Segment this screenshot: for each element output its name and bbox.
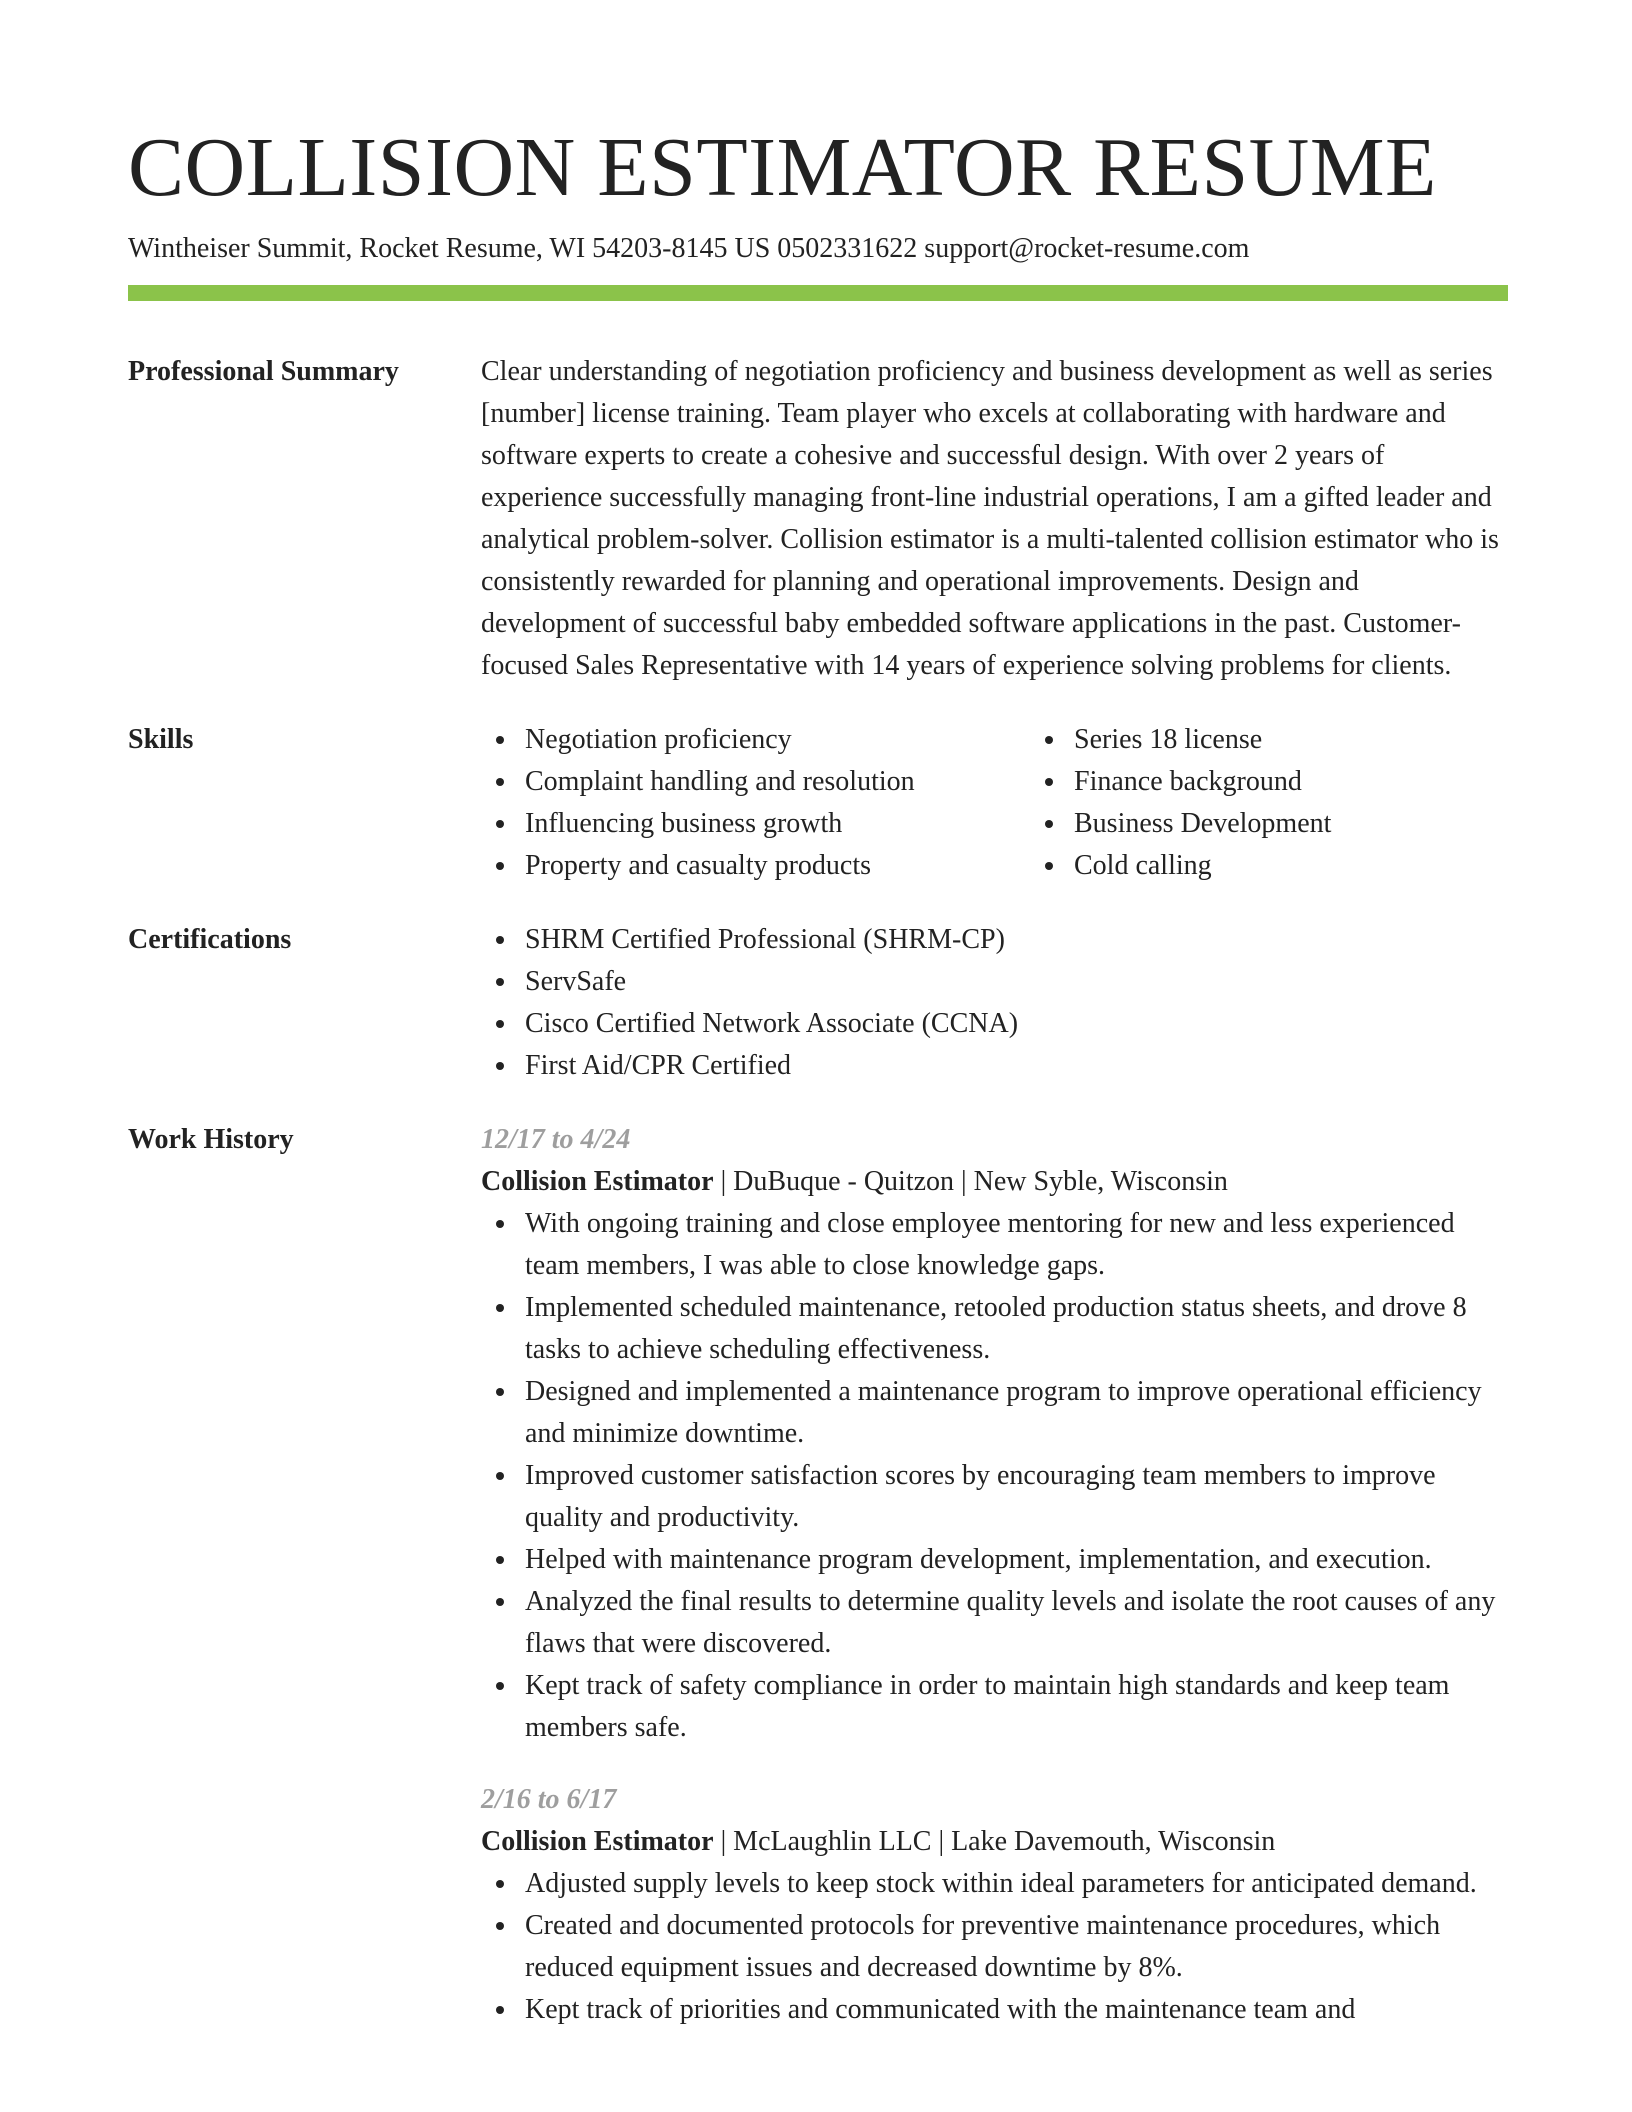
job-bullet: Designed and implemented a maintenance program to improve operational efficiency and minimize downtime. — [525, 1371, 1508, 1455]
section-label-work-history: Work History — [128, 1124, 294, 1155]
job-title: Collision Estimator — [481, 1826, 714, 1857]
skills-column-2 — [1030, 719, 1579, 887]
resume-page — [128, 118, 1508, 2031]
job-bullet: Adjusted supply levels to keep stock within ideal parameters for anticipated demand. — [525, 1863, 1508, 1905]
skill-item: Series 18 license — [1074, 719, 1579, 761]
skill-item: Business Development — [1074, 803, 1579, 845]
job-dates: 12/17 to 4/24 — [481, 1124, 631, 1155]
job-location: New Syble, Wisconsin — [973, 1166, 1228, 1197]
separator: | — [961, 1166, 967, 1197]
certifications-section — [128, 919, 1508, 1087]
job-company: McLaughlin LLC — [733, 1826, 932, 1857]
job-dates: 2/16 to 6/17 — [481, 1784, 617, 1815]
job-title: Collision Estimator — [481, 1166, 714, 1197]
job-bullet: Kept track of safety compliance in order to maintain high standards and keep team members safe. — [525, 1665, 1508, 1749]
job-bullet: With ongoing training and close employee mentoring for new and less experienced team members, I was able to close knowledge gaps. — [525, 1203, 1508, 1287]
skill-item: Negotiation proficiency — [525, 719, 1030, 761]
work-history-body — [481, 1119, 1508, 2031]
job-heading — [481, 1161, 1508, 1203]
skills-section — [128, 719, 1508, 887]
skill-item: Influencing business growth — [525, 803, 1030, 845]
work-history-section — [128, 1119, 1508, 2031]
job-bullet: Implemented scheduled maintenance, retooled production status sheets, and drove 8 tasks to achieve scheduling effectiveness. — [525, 1287, 1508, 1371]
job-bullet: Helped with maintenance program development, implementation, and execution. — [525, 1539, 1508, 1581]
separator: | — [720, 1826, 727, 1857]
job-bullet: Kept track of priorities and communicated with the maintenance team and — [525, 1989, 1508, 2031]
job-company: DuBuque - Quitzon — [733, 1166, 955, 1197]
contact-info: Wintheiser Summit, Rocket Resume, WI 54203-8145 US 0502331622 support@rocket-resume.com — [128, 233, 1250, 264]
summary-text: Clear understanding of negotiation proficiency and business development as well as series [number] license training. Team player who excels at collaborating with hardware and software experts to create a cohesive and successful design. With over 2 years of experience successfully managing front-line industrial operations, I am a gifted leader and analytical problem-solver. Collision estimator is a multi-talented collision estimator who is consistently rewarded for planning and operational improvements. Design and development of successful baby embedded software applications in the past. Customer-focused Sales Representative with 14 years of experience solving problems for clients. — [481, 356, 1499, 681]
certification-item: First Aid/CPR Certified — [525, 1045, 1508, 1087]
certifications-list — [481, 919, 1508, 1087]
skill-item: Finance background — [1074, 761, 1579, 803]
skill-item: Cold calling — [1074, 845, 1579, 887]
job-bullet: Created and documented protocols for preventive maintenance procedures, which reduced equipment issues and decreased downtime by 8%. — [525, 1905, 1508, 1989]
resume-title: COLLISION ESTIMATOR RESUME — [128, 121, 1437, 214]
skills-grid — [481, 719, 1579, 887]
separator: | — [938, 1826, 945, 1857]
job-heading — [481, 1821, 1508, 1863]
separator: | — [720, 1166, 727, 1197]
certification-item: SHRM Certified Professional (SHRM-CP) — [525, 919, 1508, 961]
job-bullets — [481, 1203, 1508, 1749]
job-bullet: Improved customer satisfaction scores by encouraging team members to improve quality and productivity. — [525, 1455, 1508, 1539]
certifications-body — [481, 919, 1508, 1087]
skill-item: Property and casualty products — [525, 845, 1030, 887]
job-entry — [481, 1779, 1508, 2031]
accent-divider — [128, 285, 1508, 301]
certification-item: ServSafe — [525, 961, 1508, 1003]
section-label-certifications: Certifications — [128, 924, 292, 955]
section-label-summary: Professional Summary — [128, 356, 399, 387]
job-bullet: Analyzed the final results to determine quality levels and isolate the root causes of any flaws that were discovered. — [525, 1581, 1508, 1665]
skills-column-1 — [481, 719, 1030, 887]
job-bullets — [481, 1863, 1508, 2031]
job-entry — [481, 1119, 1508, 1749]
certification-item: Cisco Certified Network Associate (CCNA) — [525, 1003, 1508, 1045]
skill-item: Complaint handling and resolution — [525, 761, 1030, 803]
summary-section — [128, 351, 1508, 687]
job-location: Lake Davemouth, Wisconsin — [951, 1826, 1276, 1857]
section-label-skills: Skills — [128, 724, 194, 755]
